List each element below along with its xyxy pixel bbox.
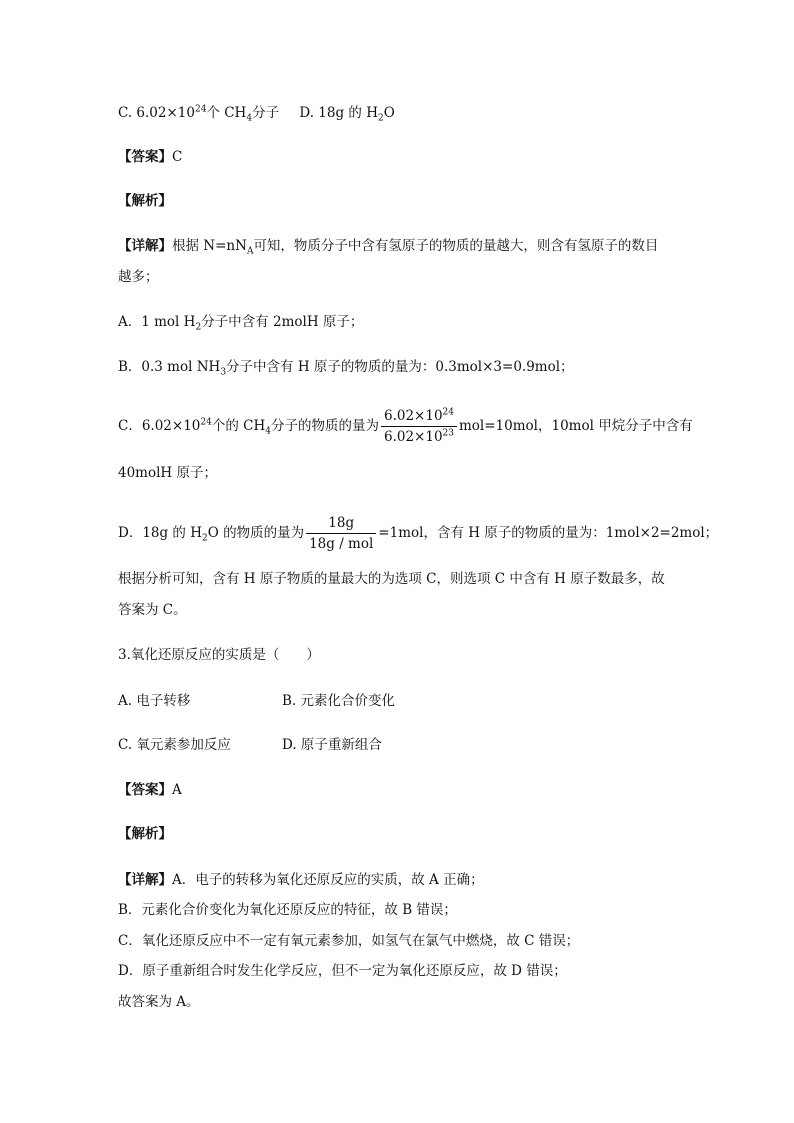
q3-detail-d: D．原子重新组合时发生化学反应，但不一定为氧化还原反应，故 D 错误； [118,963,567,979]
q3-analysis-label: 【解析】 [118,826,172,842]
q2-option-d: D. 18g 的 $H_2O$ [299,105,395,124]
q2-answer: 【答案】C [118,149,183,165]
q3-options-ab [118,692,395,710]
q2-analysis-label: 【解析】 [118,193,172,209]
q3-detail-c: C．氧化还原反应中不一定有氧元素参加，如氢气在氯气中燃烧，故 C 错误； [118,933,580,949]
q3-stem: 3.氧化还原反应的实质是（ ） [118,647,320,663]
q2-c-fraction: $\frac{6.02\times 10^{24}}{6.02\times 10^{23}}$ [381,407,457,446]
q2-d-fraction: $\frac{18g}{\text{18g / mol}}$ [306,514,376,553]
q3-options-cd [118,736,382,754]
q2-option-c: C. $6.02\times 10^{24}$个 $CH_4$分子 [118,104,280,124]
q2-detail-d: D．18g 的 $H_2O$ 的物质的量为 $\frac{18g}{\text{18g / mol}}$ =1mol，含有 H 原子的物质的量为：1mol×2=2mol； [118,515,719,552]
q2-detail-b: B．0.3 mol $NH_3$分子中含有 H 原子的物质的量为：0.3mol×3=0.9mol； [118,359,574,378]
q2-detail-c: C．$6.02\times 10^{24}$个的 $CH_4$分子的物质的量为 $\frac{6.02\times 10^{24}}{6.02\times 10^{23}}$ mol=10mol，10mol 甲烷分子中含有 [118,407,693,445]
q3-option-c: C. 氧元素参加反应 [118,737,231,753]
q3-answer: 【答案】A [118,782,182,798]
q2-detail-intro: 【详解】根据 $N=nN_A$可知，物质分子中含有氢原子的物质的量越大，则含有氢原子的数目 [118,238,659,257]
q3-conclusion: 故答案为 A。 [118,994,200,1010]
q3-option-d: D. 原子重新组合 [282,737,382,753]
q2-detail-a: A．1 mol $H_2$分子中含有 2molH 原子； [118,314,364,333]
q2-detail-intro-cont: 越多； [118,269,159,285]
q2-options-cd [118,104,395,122]
q3-detail-a: 【详解】A．电子的转移为氧化还原反应的实质，故 A 正确； [118,872,484,888]
q3-option-b: B. 元素化合价变化 [282,693,396,709]
q2-conclusion-1: 根据分析可知，含有 H 原子物质的量最大的为选项 C，则选项 C 中含有 H 原子数最多，故 [118,571,665,587]
q2-conclusion-2: 答案为 C。 [118,602,187,618]
q3-option-a: A. 电子转移 [118,693,191,709]
q3-detail-b: B．元素化合价变化为氧化还原反应的特征，故 B 错误； [118,902,457,918]
q2-detail-c-cont: 40molH 原子； [118,465,217,481]
